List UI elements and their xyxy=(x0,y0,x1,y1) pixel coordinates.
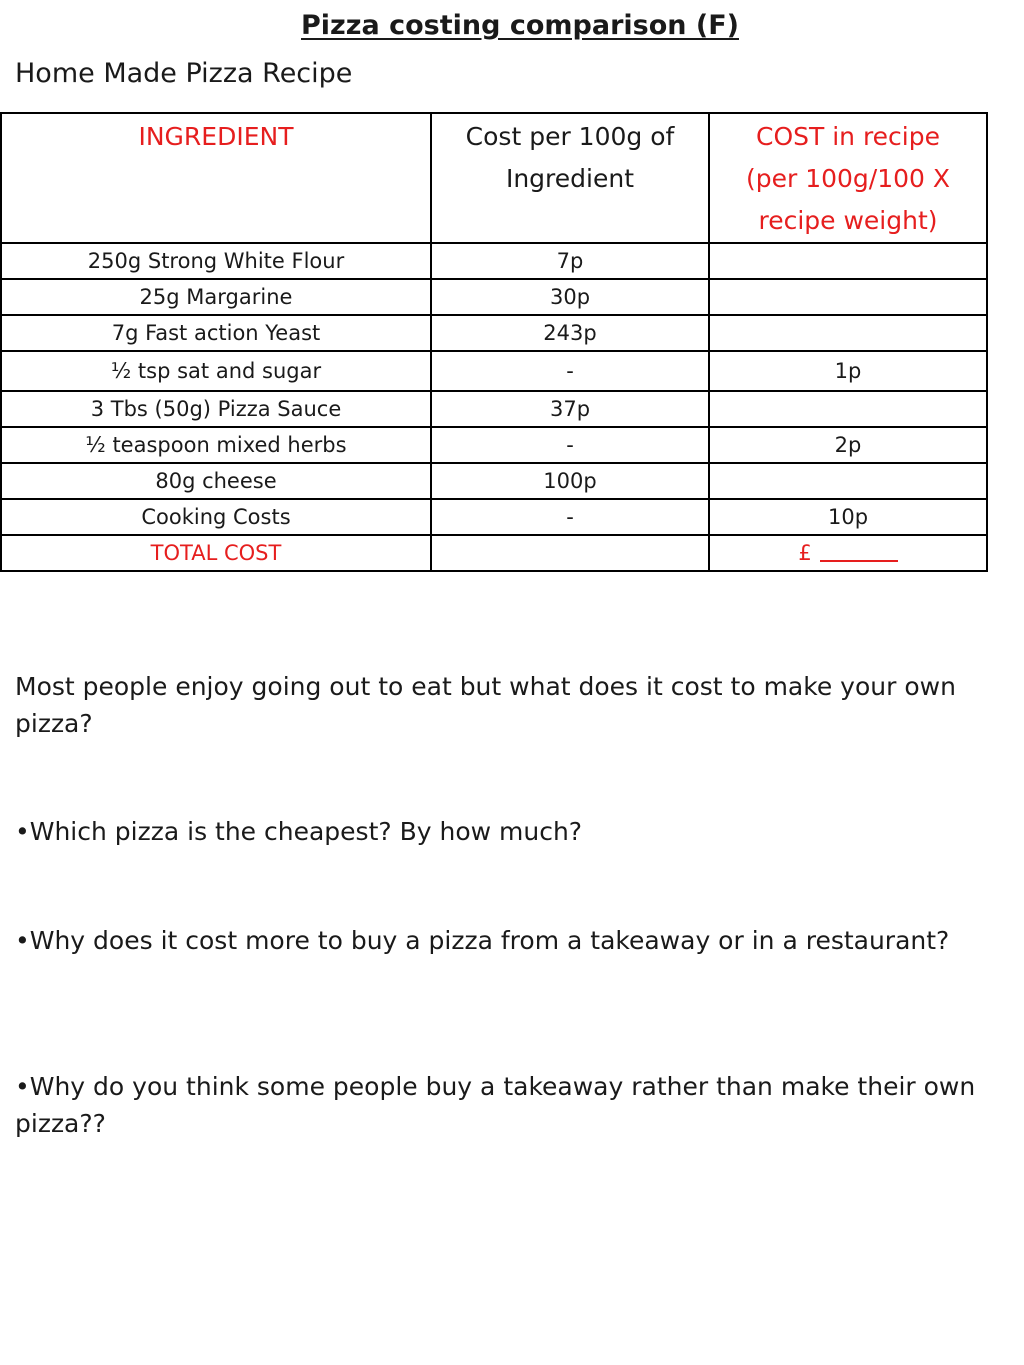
cell-ingredient: 25g Margarine xyxy=(1,279,431,315)
cell-cost-in-recipe[interactable] xyxy=(709,391,987,427)
total-cost-label: TOTAL COST xyxy=(1,535,431,571)
cell-cost-in-recipe[interactable] xyxy=(709,243,987,279)
cell-ingredient: 250g Strong White Flour xyxy=(1,243,431,279)
table-row xyxy=(1,427,987,463)
cell-ingredient: 80g cheese xyxy=(1,463,431,499)
cell-ingredient: ½ tsp sat and sugar xyxy=(1,351,431,391)
total-cost-per-100g xyxy=(431,535,709,571)
intro-text: Most people enjoy going out to eat but what does it cost to make your own pizza? xyxy=(15,672,956,738)
cell-cost-per-100g: 243p xyxy=(431,315,709,351)
header-cost-per-100g xyxy=(431,113,709,243)
table-row xyxy=(1,499,987,535)
question-cost-more: •Why does it cost more to buy a pizza from a takeaway or in a restaurant? xyxy=(15,926,950,955)
table-row xyxy=(1,391,987,427)
cell-cost-in-recipe[interactable]: 1p xyxy=(709,351,987,391)
total-row xyxy=(1,535,987,571)
total-cost-value[interactable] xyxy=(709,535,987,571)
cell-cost-in-recipe[interactable]: 2p xyxy=(709,427,987,463)
table-row xyxy=(1,243,987,279)
cell-ingredient: ½ teaspoon mixed herbs xyxy=(1,427,431,463)
question-takeaway: •Why do you think some people buy a takeaway rather than make their own pizza?? xyxy=(15,1072,976,1138)
table-row xyxy=(1,279,987,315)
table-header-row xyxy=(1,113,987,243)
cell-cost-per-100g: 37p xyxy=(431,391,709,427)
table-row xyxy=(1,315,987,351)
table-row xyxy=(1,463,987,499)
cell-cost-per-100g: - xyxy=(431,499,709,535)
cell-cost-in-recipe[interactable] xyxy=(709,279,987,315)
table-row xyxy=(1,351,987,391)
currency-symbol: £ xyxy=(798,541,812,565)
total-answer-blank[interactable] xyxy=(820,540,898,562)
cell-cost-per-100g: 30p xyxy=(431,279,709,315)
recipe-subtitle: Home Made Pizza Recipe xyxy=(15,58,353,89)
cell-cost-in-recipe[interactable] xyxy=(709,463,987,499)
header-cost-in-recipe-text: COST in recipe (per 100g/100 X recipe weight) xyxy=(745,122,951,235)
cell-cost-per-100g: 7p xyxy=(431,243,709,279)
cell-ingredient: 7g Fast action Yeast xyxy=(1,315,431,351)
header-cost-in-recipe xyxy=(709,113,987,243)
question-cheapest: •Which pizza is the cheapest? By how much? xyxy=(15,817,583,846)
cell-cost-per-100g: - xyxy=(431,351,709,391)
cell-cost-per-100g: 100p xyxy=(431,463,709,499)
cell-ingredient: 3 Tbs (50g) Pizza Sauce xyxy=(1,391,431,427)
cell-ingredient: Cooking Costs xyxy=(1,499,431,535)
cell-cost-in-recipe[interactable] xyxy=(709,315,987,351)
header-cost-per-100g-text: Cost per 100g of Ingredient xyxy=(465,122,675,193)
costing-table xyxy=(0,112,988,572)
cell-cost-in-recipe[interactable]: 10p xyxy=(709,499,987,535)
cell-cost-per-100g: - xyxy=(431,427,709,463)
page-title: Pizza costing comparison (F) xyxy=(301,10,739,41)
header-ingredient: INGREDIENT xyxy=(1,113,431,243)
